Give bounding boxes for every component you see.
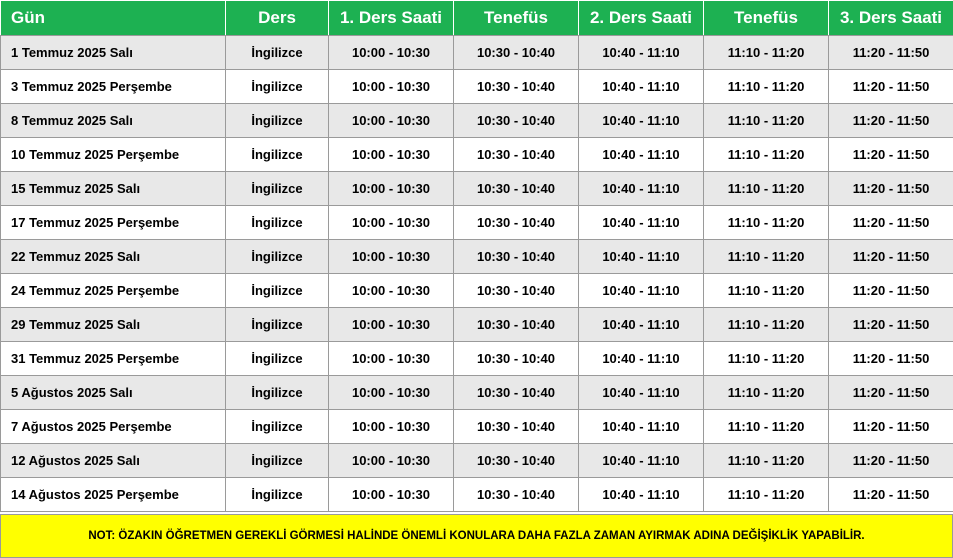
table-row bbox=[1, 308, 953, 342]
cell-period-2: 10:40 - 11:10 bbox=[579, 376, 704, 410]
table-row bbox=[1, 240, 953, 274]
cell-day: 7 Ağustos 2025 Perşembe bbox=[1, 410, 226, 444]
cell-period-3: 11:20 - 11:50 bbox=[829, 444, 953, 478]
cell-period-2: 10:40 - 11:10 bbox=[579, 36, 704, 70]
cell-day: 17 Temmuz 2025 Perşembe bbox=[1, 206, 226, 240]
cell-period-3: 11:20 - 11:50 bbox=[829, 70, 953, 104]
cell-break-1: 10:30 - 10:40 bbox=[454, 206, 579, 240]
cell-period-3: 11:20 - 11:50 bbox=[829, 206, 953, 240]
cell-period-3: 11:20 - 11:50 bbox=[829, 376, 953, 410]
cell-break-1: 10:30 - 10:40 bbox=[454, 376, 579, 410]
table-row bbox=[1, 206, 953, 240]
cell-day: 22 Temmuz 2025 Salı bbox=[1, 240, 226, 274]
cell-day: 14 Ağustos 2025 Perşembe bbox=[1, 478, 226, 512]
cell-period-3: 11:20 - 11:50 bbox=[829, 172, 953, 206]
header-break-2: Tenefüs bbox=[704, 1, 829, 36]
cell-break-1: 10:30 - 10:40 bbox=[454, 104, 579, 138]
cell-day: 1 Temmuz 2025 Salı bbox=[1, 36, 226, 70]
table-row bbox=[1, 138, 953, 172]
table-row bbox=[1, 274, 953, 308]
cell-lesson: İngilizce bbox=[226, 36, 329, 70]
cell-lesson: İngilizce bbox=[226, 308, 329, 342]
cell-break-2: 11:10 - 11:20 bbox=[704, 36, 829, 70]
cell-period-3: 11:20 - 11:50 bbox=[829, 240, 953, 274]
cell-break-1: 10:30 - 10:40 bbox=[454, 410, 579, 444]
cell-period-1: 10:00 - 10:30 bbox=[329, 376, 454, 410]
cell-period-1: 10:00 - 10:30 bbox=[329, 206, 454, 240]
cell-period-1: 10:00 - 10:30 bbox=[329, 444, 454, 478]
cell-day: 29 Temmuz 2025 Salı bbox=[1, 308, 226, 342]
cell-period-3: 11:20 - 11:50 bbox=[829, 478, 953, 512]
cell-break-1: 10:30 - 10:40 bbox=[454, 478, 579, 512]
cell-period-3: 11:20 - 11:50 bbox=[829, 138, 953, 172]
cell-period-1: 10:00 - 10:30 bbox=[329, 274, 454, 308]
cell-period-1: 10:00 - 10:30 bbox=[329, 70, 454, 104]
cell-break-1: 10:30 - 10:40 bbox=[454, 308, 579, 342]
table-row bbox=[1, 172, 953, 206]
cell-period-2: 10:40 - 11:10 bbox=[579, 274, 704, 308]
cell-break-1: 10:30 - 10:40 bbox=[454, 444, 579, 478]
cell-day: 3 Temmuz 2025 Perşembe bbox=[1, 70, 226, 104]
cell-period-3: 11:20 - 11:50 bbox=[829, 36, 953, 70]
cell-period-3: 11:20 - 11:50 bbox=[829, 342, 953, 376]
cell-day: 5 Ağustos 2025 Salı bbox=[1, 376, 226, 410]
cell-period-2: 10:40 - 11:10 bbox=[579, 104, 704, 138]
cell-break-2: 11:10 - 11:20 bbox=[704, 70, 829, 104]
cell-period-1: 10:00 - 10:30 bbox=[329, 342, 454, 376]
cell-day: 8 Temmuz 2025 Salı bbox=[1, 104, 226, 138]
cell-period-1: 10:00 - 10:30 bbox=[329, 36, 454, 70]
cell-break-1: 10:30 - 10:40 bbox=[454, 274, 579, 308]
cell-break-1: 10:30 - 10:40 bbox=[454, 70, 579, 104]
cell-period-1: 10:00 - 10:30 bbox=[329, 410, 454, 444]
header-period-2: 2. Ders Saati bbox=[579, 1, 704, 36]
cell-period-2: 10:40 - 11:10 bbox=[579, 240, 704, 274]
cell-period-2: 10:40 - 11:10 bbox=[579, 138, 704, 172]
cell-break-2: 11:10 - 11:20 bbox=[704, 172, 829, 206]
cell-day: 15 Temmuz 2025 Salı bbox=[1, 172, 226, 206]
cell-period-1: 10:00 - 10:30 bbox=[329, 478, 454, 512]
header-period-3: 3. Ders Saati bbox=[829, 1, 953, 36]
cell-break-2: 11:10 - 11:20 bbox=[704, 240, 829, 274]
cell-break-2: 11:10 - 11:20 bbox=[704, 206, 829, 240]
cell-period-2: 10:40 - 11:10 bbox=[579, 70, 704, 104]
header-break-1: Tenefüs bbox=[454, 1, 579, 36]
cell-lesson: İngilizce bbox=[226, 206, 329, 240]
cell-break-2: 11:10 - 11:20 bbox=[704, 308, 829, 342]
cell-break-2: 11:10 - 11:20 bbox=[704, 478, 829, 512]
cell-break-1: 10:30 - 10:40 bbox=[454, 138, 579, 172]
cell-period-2: 10:40 - 11:10 bbox=[579, 172, 704, 206]
cell-day: 31 Temmuz 2025 Perşembe bbox=[1, 342, 226, 376]
cell-break-2: 11:10 - 11:20 bbox=[704, 410, 829, 444]
table-row bbox=[1, 478, 953, 512]
cell-lesson: İngilizce bbox=[226, 274, 329, 308]
cell-lesson: İngilizce bbox=[226, 478, 329, 512]
table-header bbox=[1, 1, 953, 36]
cell-break-2: 11:10 - 11:20 bbox=[704, 274, 829, 308]
table-row bbox=[1, 70, 953, 104]
cell-period-1: 10:00 - 10:30 bbox=[329, 138, 454, 172]
cell-break-2: 11:10 - 11:20 bbox=[704, 138, 829, 172]
cell-lesson: İngilizce bbox=[226, 410, 329, 444]
cell-period-3: 11:20 - 11:50 bbox=[829, 104, 953, 138]
cell-break-1: 10:30 - 10:40 bbox=[454, 240, 579, 274]
header-lesson: Ders bbox=[226, 1, 329, 36]
header-row bbox=[1, 1, 953, 36]
cell-period-2: 10:40 - 11:10 bbox=[579, 444, 704, 478]
header-day: Gün bbox=[1, 1, 226, 36]
cell-break-2: 11:10 - 11:20 bbox=[704, 376, 829, 410]
cell-period-2: 10:40 - 11:10 bbox=[579, 342, 704, 376]
table-row bbox=[1, 410, 953, 444]
cell-lesson: İngilizce bbox=[226, 70, 329, 104]
cell-day: 10 Temmuz 2025 Perşembe bbox=[1, 138, 226, 172]
note-banner: NOT: ÖZAKIN ÖĞRETMEN GEREKLİ GÖRMESİ HALİNDE ÖNEMLİ KONULARA DAHA FAZLA ZAMAN AYIRMAK ADINA DEĞİŞİKLİK YAPABİLİR. bbox=[0, 514, 953, 558]
cell-break-2: 11:10 - 11:20 bbox=[704, 342, 829, 376]
cell-period-2: 10:40 - 11:10 bbox=[579, 308, 704, 342]
cell-day: 12 Ağustos 2025 Salı bbox=[1, 444, 226, 478]
cell-period-1: 10:00 - 10:30 bbox=[329, 240, 454, 274]
cell-period-1: 10:00 - 10:30 bbox=[329, 172, 454, 206]
cell-lesson: İngilizce bbox=[226, 138, 329, 172]
table-row bbox=[1, 376, 953, 410]
cell-break-1: 10:30 - 10:40 bbox=[454, 172, 579, 206]
cell-lesson: İngilizce bbox=[226, 376, 329, 410]
cell-break-1: 10:30 - 10:40 bbox=[454, 36, 579, 70]
cell-period-3: 11:20 - 11:50 bbox=[829, 274, 953, 308]
cell-period-3: 11:20 - 11:50 bbox=[829, 308, 953, 342]
cell-lesson: İngilizce bbox=[226, 342, 329, 376]
table-row bbox=[1, 444, 953, 478]
cell-period-2: 10:40 - 11:10 bbox=[579, 478, 704, 512]
cell-period-1: 10:00 - 10:30 bbox=[329, 104, 454, 138]
cell-lesson: İngilizce bbox=[226, 444, 329, 478]
cell-break-1: 10:30 - 10:40 bbox=[454, 342, 579, 376]
cell-lesson: İngilizce bbox=[226, 172, 329, 206]
table-body bbox=[1, 36, 953, 512]
cell-break-2: 11:10 - 11:20 bbox=[704, 104, 829, 138]
cell-period-3: 11:20 - 11:50 bbox=[829, 410, 953, 444]
cell-lesson: İngilizce bbox=[226, 240, 329, 274]
table-row bbox=[1, 104, 953, 138]
cell-day: 24 Temmuz 2025 Perşembe bbox=[1, 274, 226, 308]
cell-break-2: 11:10 - 11:20 bbox=[704, 444, 829, 478]
table-row bbox=[1, 342, 953, 376]
cell-lesson: İngilizce bbox=[226, 104, 329, 138]
header-period-1: 1. Ders Saati bbox=[329, 1, 454, 36]
cell-period-1: 10:00 - 10:30 bbox=[329, 308, 454, 342]
cell-period-2: 10:40 - 11:10 bbox=[579, 410, 704, 444]
table-row bbox=[1, 36, 953, 70]
cell-period-2: 10:40 - 11:10 bbox=[579, 206, 704, 240]
